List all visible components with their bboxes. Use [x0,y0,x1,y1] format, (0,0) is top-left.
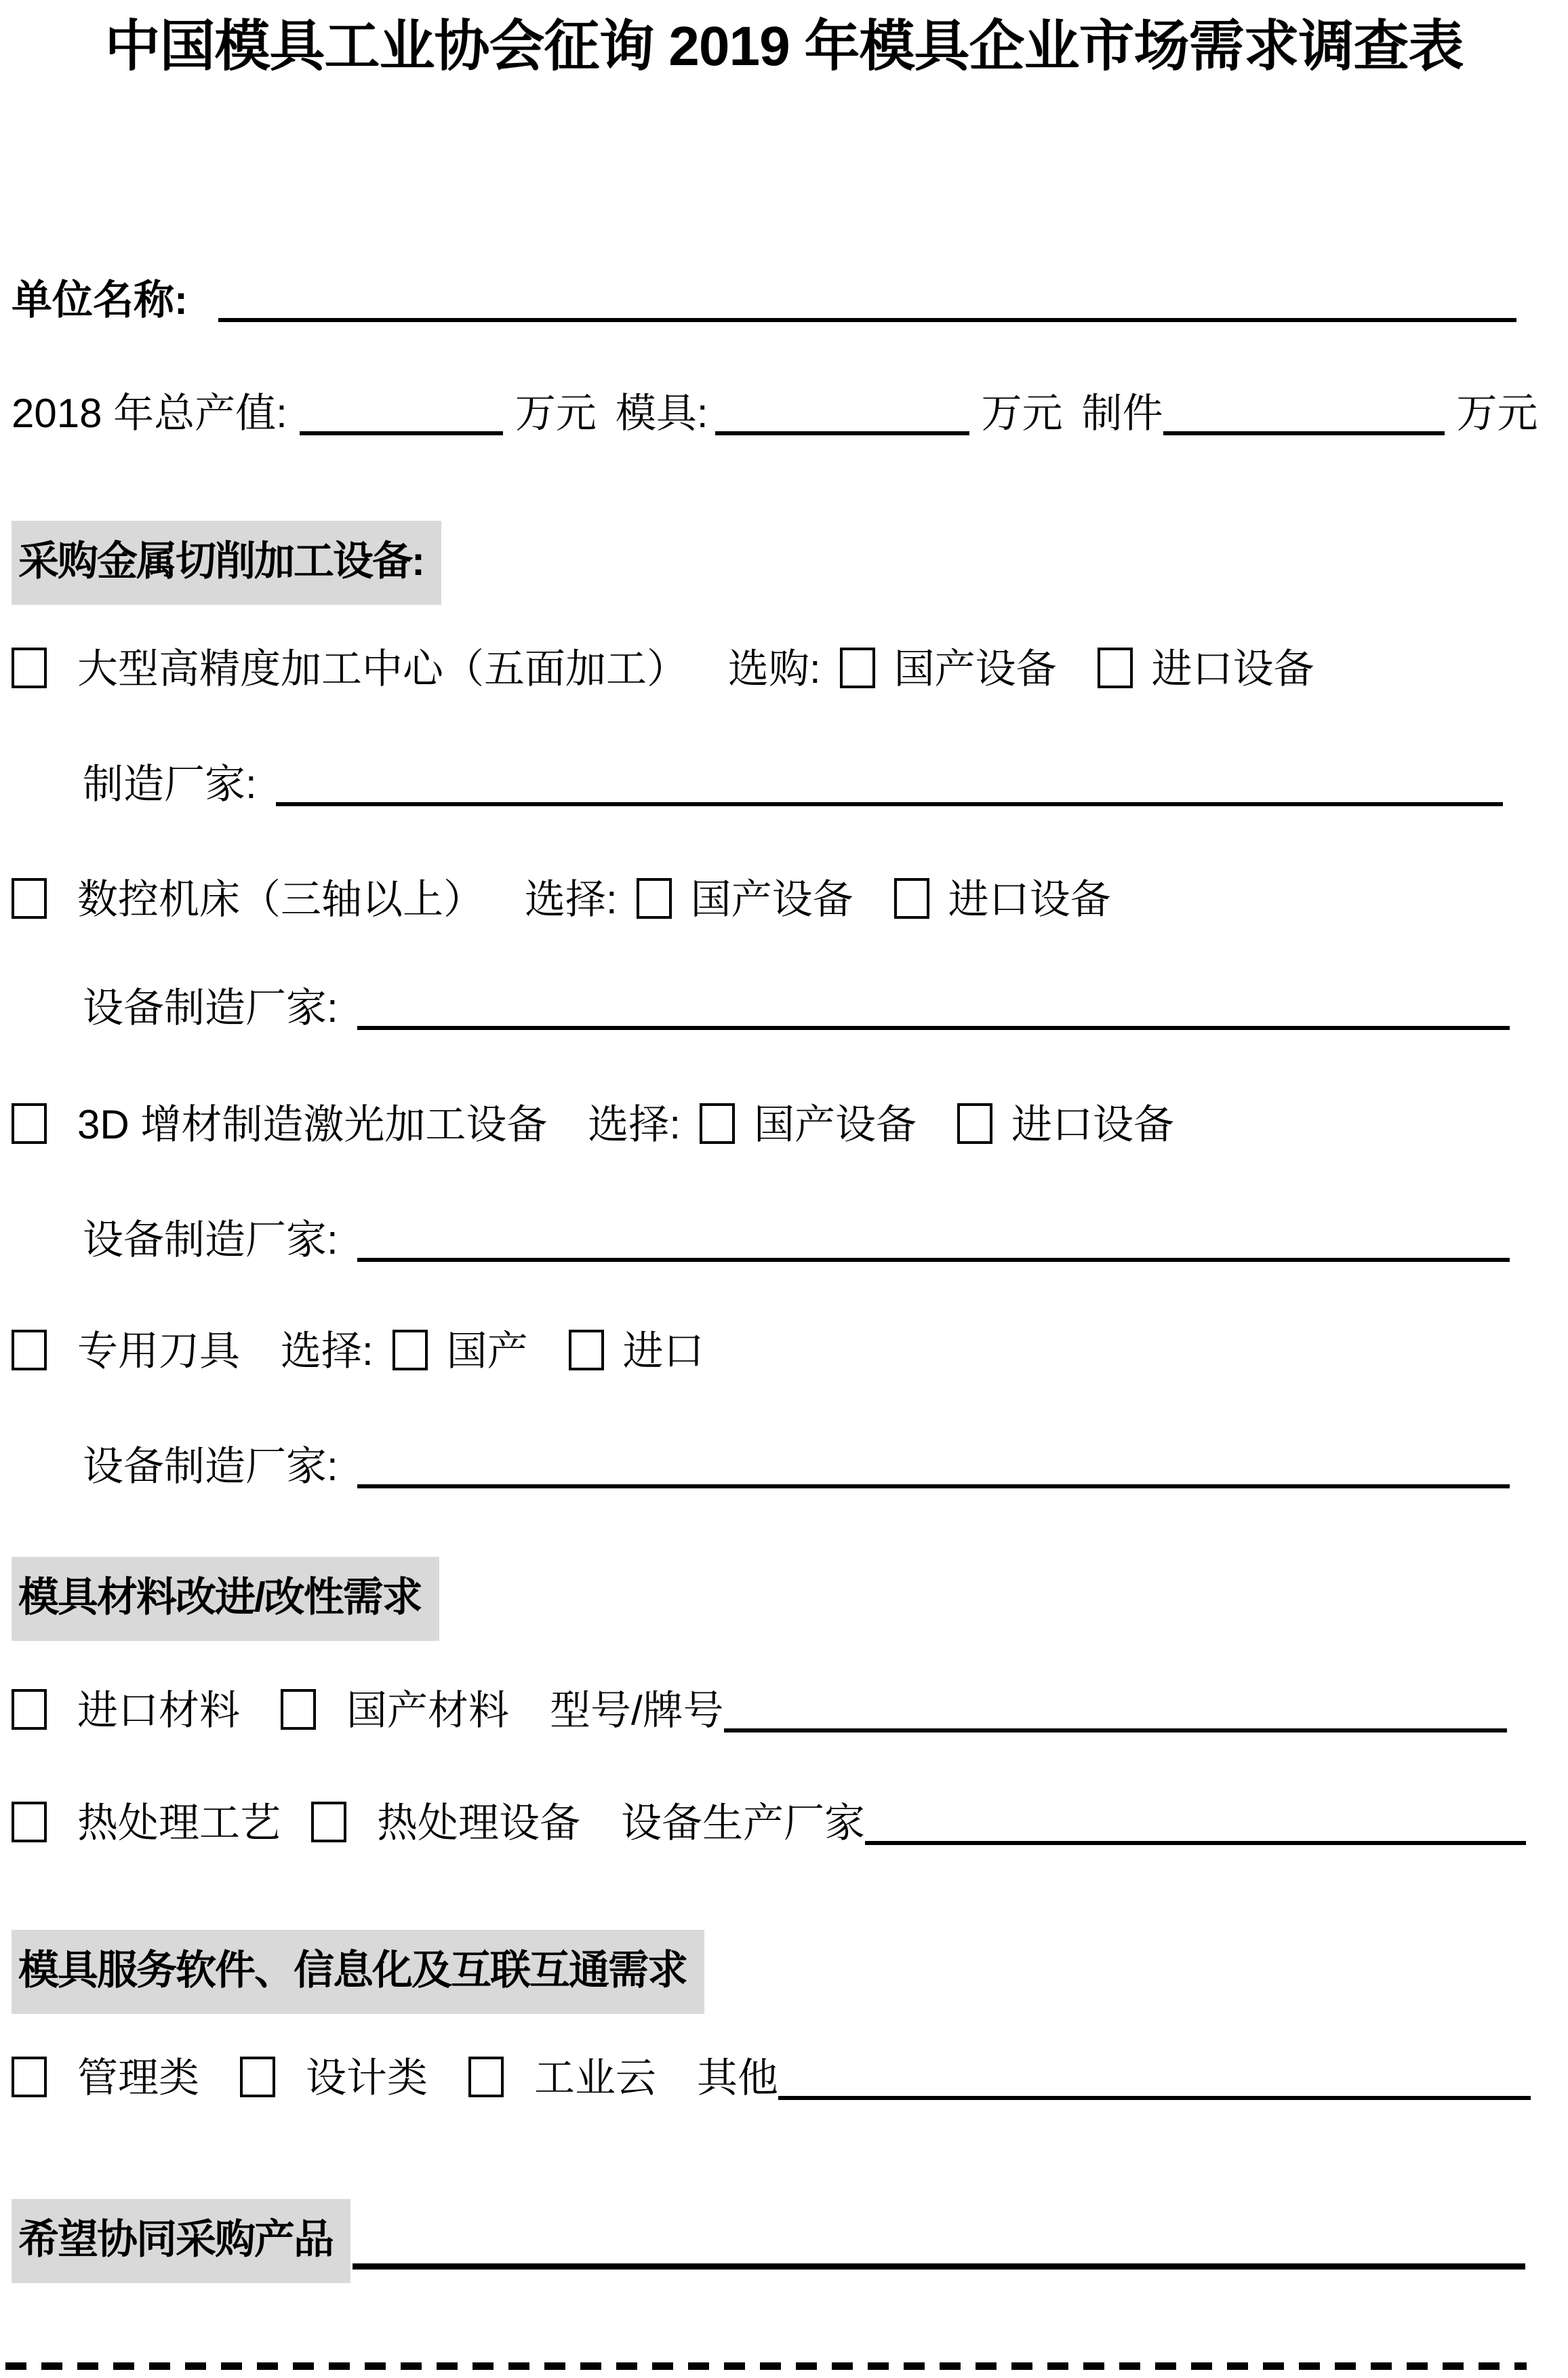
joint-purchase-input-line[interactable] [353,2263,1525,2270]
section-heading-software: 模具服务软件、信息化及互联互通需求 [12,1930,704,2014]
total-output-input-line[interactable] [300,424,503,435]
other-input-line[interactable] [778,2089,1531,2100]
software-category-row [12,2055,1531,2101]
unit-name-row [12,277,1516,323]
equipment-row-3d-laser [12,1101,1174,1148]
checkbox-icon[interactable] [637,878,672,919]
unit-name-input-line[interactable] [218,311,1516,322]
unit-wanyuan-3: 万元 [1456,391,1538,436]
choose-label: 选择: [525,877,618,922]
checkbox-icon[interactable] [12,1802,47,1842]
checkbox-icon[interactable] [894,878,929,919]
maker-row-cnc-machine [83,985,1510,1031]
choose-label: 选购: [728,646,821,692]
checkbox-icon[interactable] [700,1103,735,1144]
page-title: 中国模具工业协会征询 2019 年模具企业市场需求调查表 [104,16,1464,77]
checkbox-icon[interactable] [12,878,47,919]
checkbox-icon[interactable] [281,1689,316,1730]
option-heat-treatment-equipment: 热处理设备 [377,1800,580,1846]
equipment-item-label: 3D 增材制造激光加工设备 [77,1102,548,1147]
checkbox-icon[interactable] [12,2057,47,2097]
option-industrial-cloud: 工业云 [534,2055,656,2101]
option-domestic-equipment: 国产设备 [893,646,1057,692]
equipment-row-cnc-machine [12,876,1111,923]
maker-row-machining-center [83,761,1503,808]
output-2018-label: 2018 年总产值: [12,391,287,436]
equipment-item-label: 大型高精度加工中心（五面加工） [77,646,687,692]
section-heading-joint-purchase: 希望协同采购产品 [12,2199,350,2283]
checkbox-icon[interactable] [311,1802,346,1842]
choose-label: 选择: [281,1328,374,1374]
checkbox-icon[interactable] [1098,648,1133,688]
option-domestic-equipment: 国产设备 [690,877,853,922]
equipment-row-special-tools [12,1328,704,1374]
option-domestic: 国产 [446,1328,528,1374]
equipment-item-label: 数控机床（三轴以上） [77,877,484,922]
unit-wanyuan-2: 万元 [981,391,1063,436]
mould-output-input-line[interactable] [715,424,969,435]
option-imported-material: 进口材料 [77,1688,240,1733]
maker-input-line[interactable] [276,795,1503,806]
choose-label: 选择: [588,1102,681,1147]
unit-name-label: 单位名称: [12,277,188,323]
checkbox-icon[interactable] [957,1103,992,1144]
heat-treatment-row [12,1800,1526,1846]
checkbox-icon[interactable] [12,648,47,688]
parts-output-input-line[interactable] [1163,424,1445,435]
other-label: 其他 [697,2055,778,2101]
option-management: 管理类 [77,2055,199,2101]
checkbox-icon[interactable] [393,1330,428,1370]
maker-label: 制造厂家: [83,761,257,807]
option-domestic-material: 国产材料 [346,1688,509,1733]
option-imported-equipment: 进口设备 [1151,646,1314,692]
option-imported: 进口 [622,1328,704,1374]
equipment-item-label: 专用刀具 [77,1328,240,1374]
maker-input-line[interactable] [357,1019,1510,1030]
equipment-row-machining-center [12,646,1314,692]
mould-value-label: 模具: [615,391,708,436]
option-heat-treatment-process: 热处理工艺 [77,1800,281,1846]
option-domestic-equipment: 国产设备 [754,1102,917,1147]
maker-label: 设备制造厂家: [83,1444,338,1489]
output-2018-row [12,390,1538,437]
maker-row-special-tools [83,1443,1510,1490]
cut-dashed-line [5,2362,1527,2370]
section-heading-material: 模具材料改进/改性需求 [12,1557,439,1641]
producer-label: 设备生产厂家 [621,1800,865,1846]
maker-label: 设备制造厂家: [83,985,338,1031]
checkbox-icon[interactable] [12,1103,47,1144]
option-imported-equipment: 进口设备 [948,877,1111,922]
parts-value-label: 制件 [1081,391,1163,436]
option-design: 设计类 [306,2055,428,2101]
checkbox-icon[interactable] [840,648,875,688]
model-grade-input-line[interactable] [724,1722,1507,1732]
checkbox-icon[interactable] [12,1689,47,1730]
option-imported-equipment: 进口设备 [1011,1102,1175,1147]
unit-wanyuan-1: 万元 [515,391,597,436]
checkbox-icon[interactable] [240,2057,275,2097]
producer-input-line[interactable] [865,1834,1526,1845]
checkbox-icon[interactable] [569,1330,604,1370]
checkbox-icon[interactable] [12,1330,47,1370]
maker-input-line[interactable] [357,1251,1510,1262]
material-source-row [12,1687,1507,1734]
maker-label: 设备制造厂家: [83,1217,338,1263]
section-heading-equipment: 采购金属切削加工设备: [12,521,441,605]
checkbox-icon[interactable] [468,2057,504,2097]
maker-row-3d-laser [83,1216,1510,1263]
model-grade-label: 型号/牌号 [550,1688,724,1733]
maker-input-line[interactable] [357,1478,1510,1488]
